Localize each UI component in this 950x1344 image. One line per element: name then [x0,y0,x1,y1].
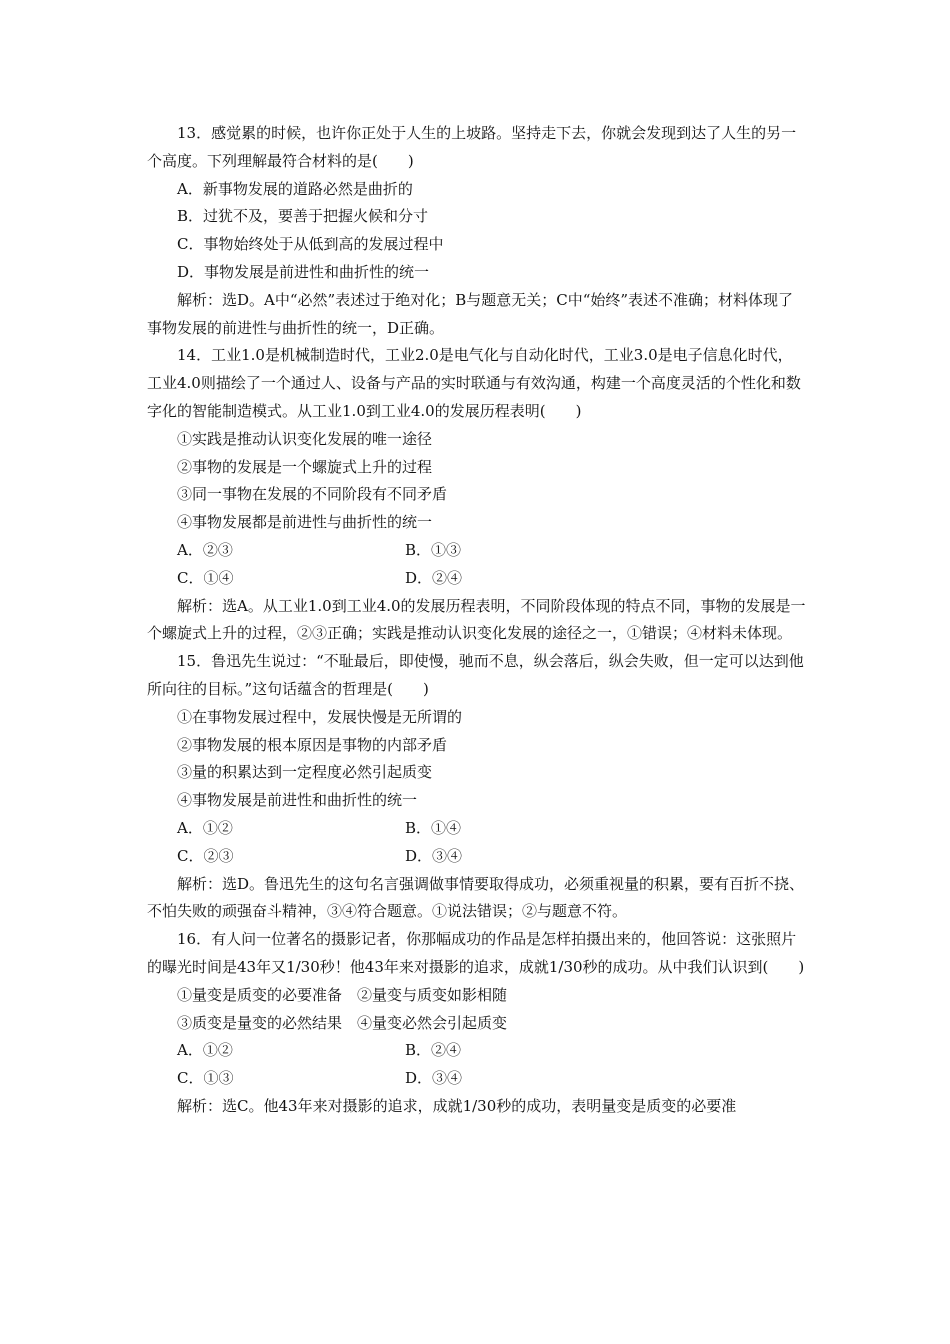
statement-3: ③同一事物在发展的不同阶段有不同矛盾 [177,485,448,504]
choice-c: C．②③ [177,846,234,865]
choice-b: B．①④ [405,818,462,837]
question-stem: 16．有人问一位著名的摄影记者，你那幅成功的作品是怎样拍摄出来的，他回答说：这张照片的曝光时间是43年又1/30秒！他43年来对摄影的追求，成就1/30秒的成功。从中我们认识到( ) [147,930,805,976]
analysis: 解析：选D。A中“必然”表述过于绝对化；B与题意无关；C中“始终”表述不准确；材料体现了事物发展的前进性与曲折性的统一，D正确。 [147,290,794,337]
analysis: 解析：选C。他43年来对摄影的追求，成就1/30秒的成功，表明量变是质变的必要准 [177,1096,737,1115]
choice-d: D．事物发展是前进性和曲折性的统一 [177,262,430,281]
choice-c: C．①③ [177,1069,234,1088]
choice-b: B．①③ [405,540,462,559]
choice-a: A．新事物发展的道路必然是曲折的 [177,179,413,198]
statement-1: ①实践是推动认识变化发展的唯一途径 [177,429,433,448]
choice-a: A．①② [177,818,233,837]
question-16 [147,926,807,1121]
choice-row [147,843,807,871]
statement-4: ④事物发展是前进性和曲折性的统一 [177,791,418,810]
analysis: 解析：选D。鲁迅先生的这句名言强调做事情要取得成功，必须重视量的积累，要有百折不挠、不怕失败的顽强奋斗精神，③④符合题意。①说法错误；②与题意不符。 [147,874,805,921]
question-13 [147,120,807,342]
choice-row [147,815,807,843]
choice-a: A．②③ [177,540,233,559]
analysis: 解析：选A。从工业1.0到工业4.0的发展历程表明，不同阶段体现的特点不同，事物的发展是一个螺旋式上升的过程，②③正确；实践是推动认识变化发展的途径之一，①错误；④材料未体现。 [147,596,806,643]
choice-row [147,1065,807,1093]
question-stem: 13．感觉累的时候，也许你正处于人生的上坡路。坚持走下去，你就会发现到达了人生的另一个高度。下列理解最符合材料的是( ) [147,124,797,170]
statement-line-1: ①量变是质变的必要准备 ②量变与质变如影相随 [177,985,508,1004]
choice-d: D．②④ [405,568,463,587]
question-stem: 15．鲁迅先生说过：“不耻最后，即使慢，驰而不息，纵会落后，纵会失败，但一定可以达到他所向往的目标。”这句话蕴含的哲理是( ) [147,652,804,698]
question-stem: 14．工业1.0是机械制造时代，工业2.0是电气化与自动化时代，工业3.0是电子信息化时代，工业4.0则描绘了一个通过人、设备与产品的实时联通与有效沟通，构建一个高度灵活的个性化和数字化的智能制造模式。从工业1.0到工业4.0的发展历程表明( ) [147,346,801,420]
statement-3: ③量的积累达到一定程度必然引起质变 [177,763,433,782]
choice-d: D．③④ [405,1069,463,1088]
choice-d: D．③④ [405,846,463,865]
statement-2: ②事物的发展是一个螺旋式上升的过程 [177,457,433,476]
choice-row [147,565,807,593]
question-14 [147,342,807,648]
statement-2: ②事物发展的根本原因是事物的内部矛盾 [177,735,448,754]
choice-row [147,537,807,565]
question-15 [147,648,807,926]
choice-c: C．①④ [177,568,234,587]
choice-b: B．过犹不及，要善于把握火候和分寸 [177,207,429,226]
statement-line-2: ③质变是量变的必然结果 ④量变必然会引起质变 [177,1013,508,1032]
statement-1: ①在事物发展过程中，发展快慢是无所谓的 [177,707,463,726]
choice-row [147,1037,807,1065]
choice-c: C．事物始终处于从低到高的发展过程中 [177,235,444,254]
choice-a: A．①② [177,1041,233,1060]
page-content [147,120,807,1121]
statement-4: ④事物发展都是前进性与曲折性的统一 [177,513,433,532]
choice-b: B．②④ [405,1041,462,1060]
